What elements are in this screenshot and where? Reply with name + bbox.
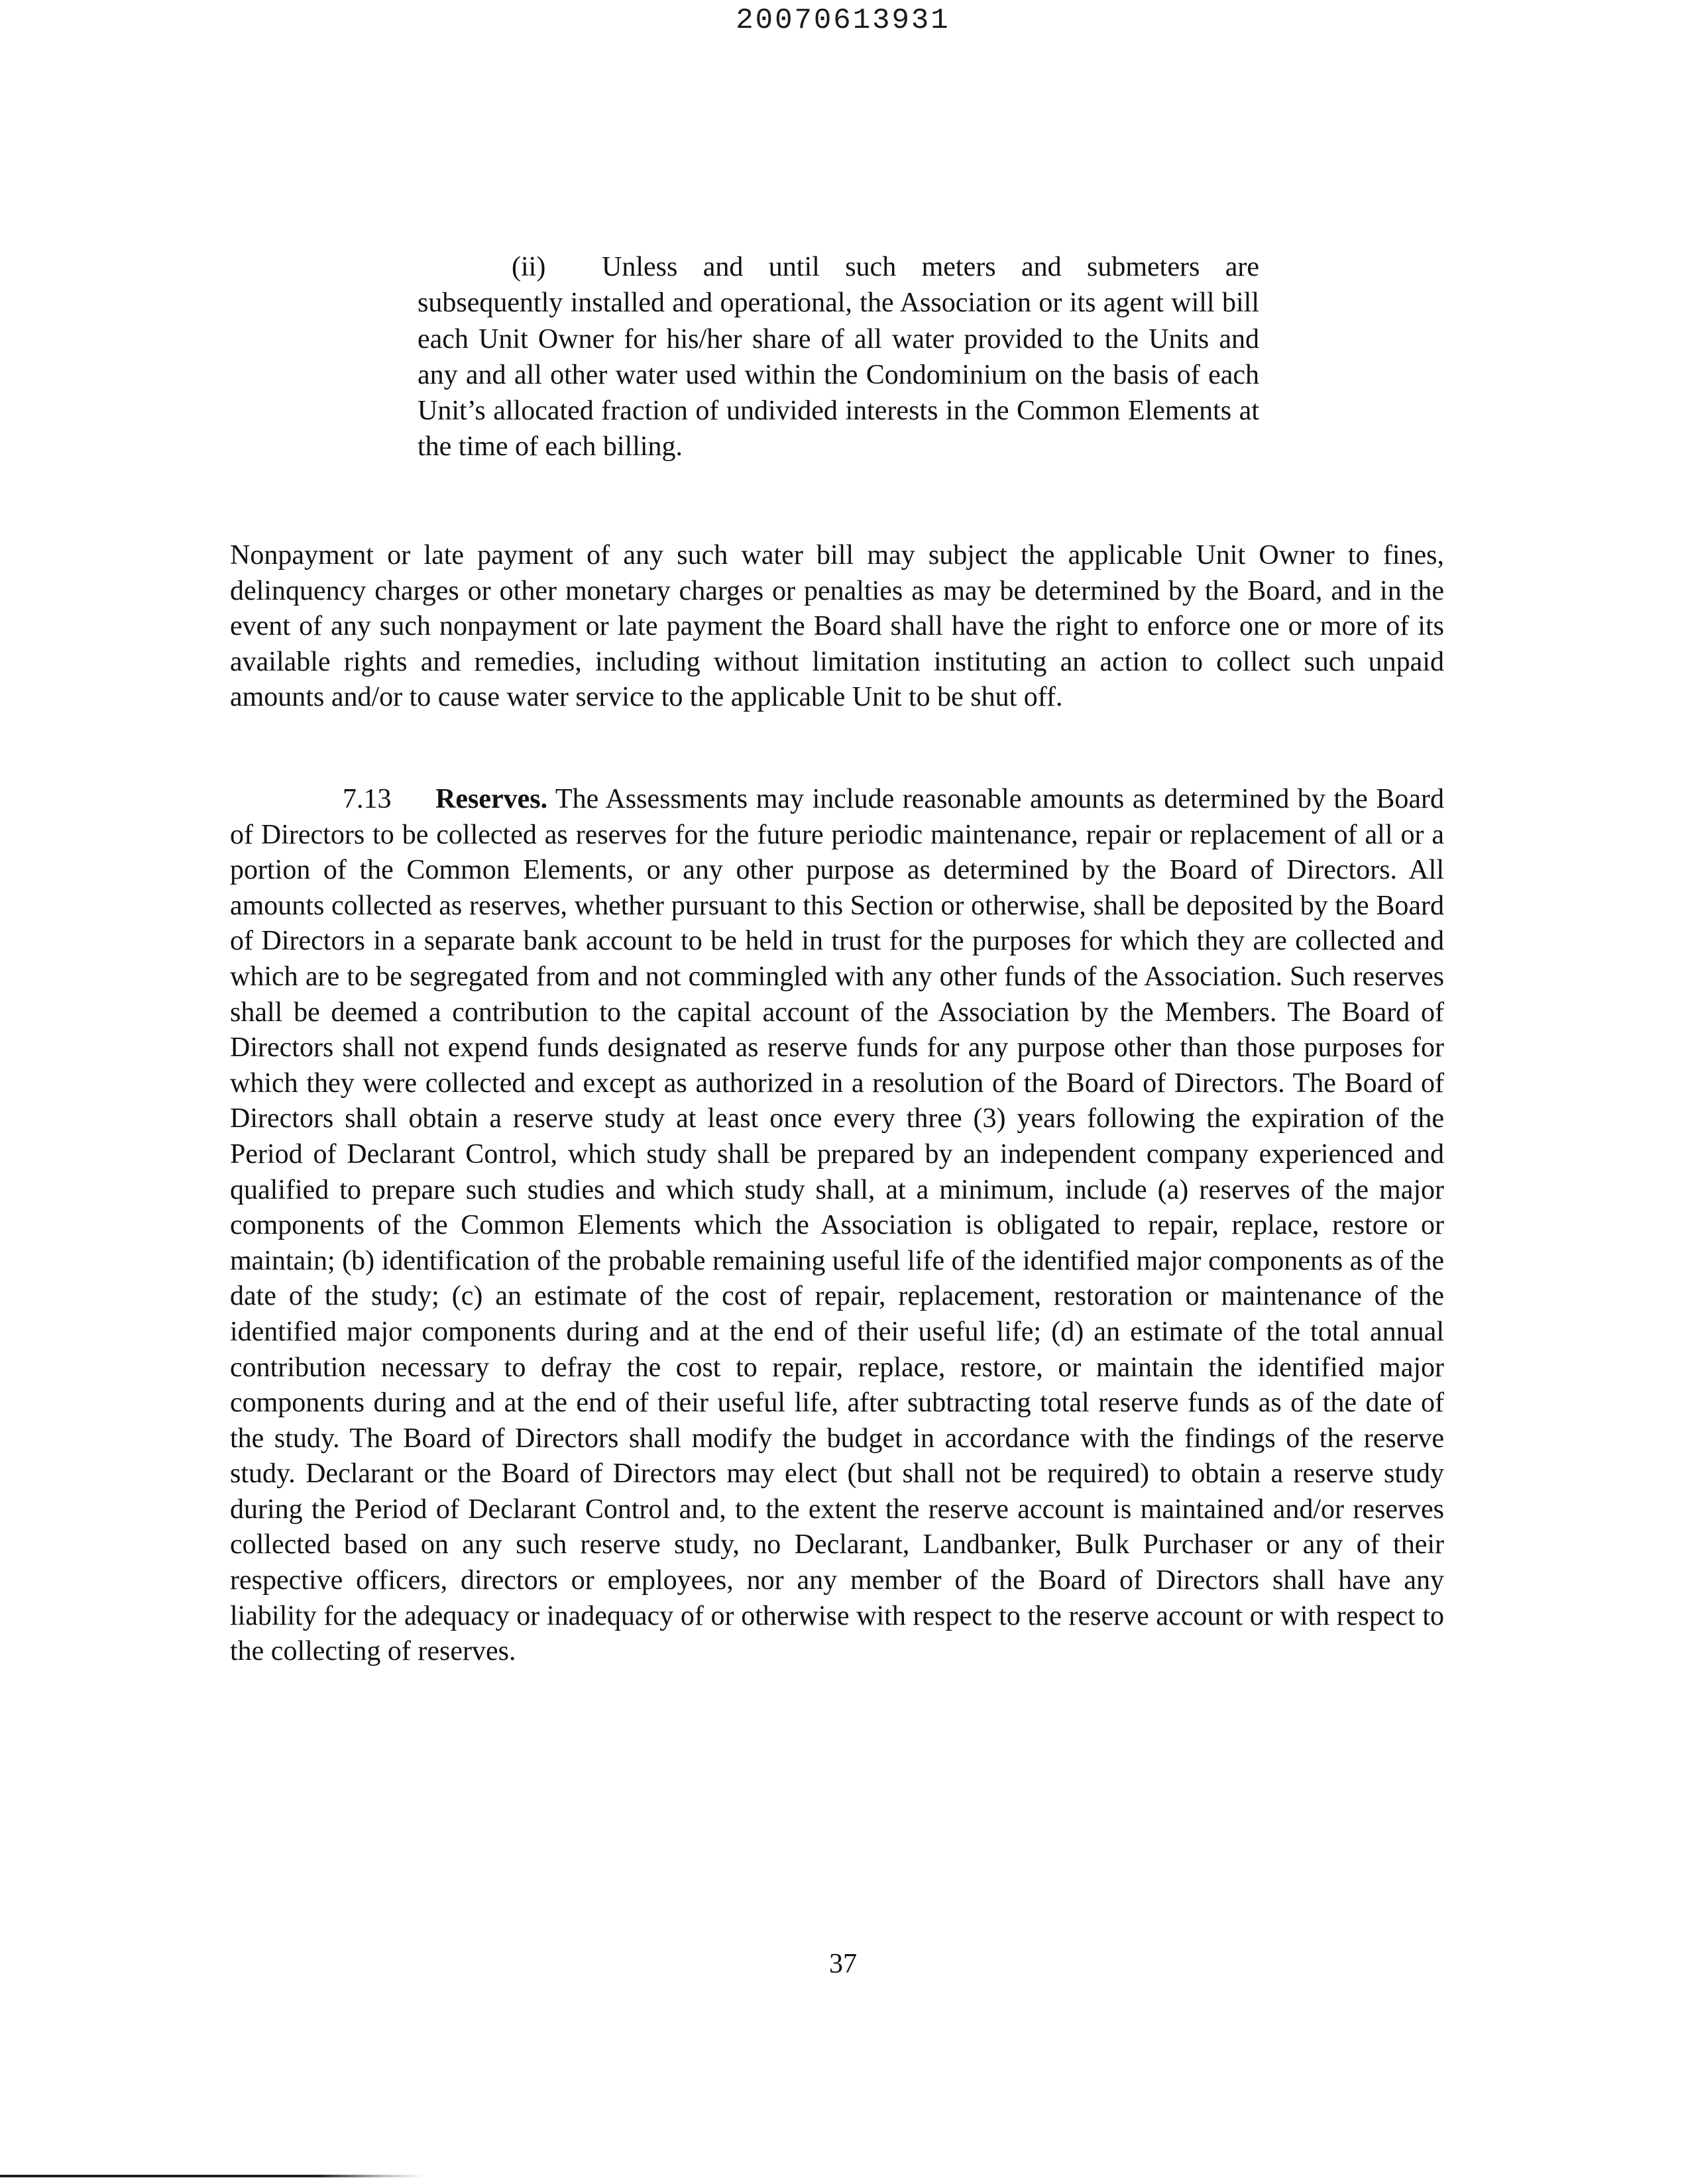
page-number: 37	[829, 1949, 857, 1979]
nonpayment-paragraph: Nonpayment or late payment of any such water bill may subject the applicable Unit Owner to fines, delinquency charges or other monetary charges or penalties as may be determined by the Board, and in the event of any such nonpayment or late payment the Board shall have the right to enforce one or more of its available rights and remedies, including without limitation instituting an action to collect such unpaid amounts and/or to cause water service to the applicable Unit to be shut off.	[230, 540, 1444, 713]
scan-edge-line	[0, 2175, 424, 2177]
document-number: 20070613931	[736, 4, 950, 37]
section-title: Reserves.	[435, 784, 548, 814]
section-body: The Assessments may include reasonable amounts as determined by the Board of Directors to be collected as reserves for the future periodic maintenance, repair or replacement of all or a portion of the Common Elements, or any other purpose as determined by the Board of Directors. All amounts collected as reserves, whether pursuant to this Section or otherwise, shall be deposited by the Board of Directors in a separate bank account to be held in trust for the purposes for which they are collected and which are to be segregated from and not commingled with any other funds of the Association. Such reserves shall be deemed a contribution to the capital account of the Association by the Members. The Board of Directors shall not expend funds designated as reserve funds for any purpose other than those purposes for which they were collected and except as authorized in a resolution of the Board of Directors. The Board of Directors shall obtain a reserve study at least once every three (3) years following the expiration of the Period of Declarant Control, which study shall be prepared by an independent company experienced and qualified to prepare such studies and which study shall, at a minimum, include (a) reserves of the major components of the Common Elements which the Association is obligated to repair, replace, restore or maintain; (b) identification of the probable remaining useful life of the identified major components as of the date of the study; (c) an estimate of the cost of repair, replacement, restoration or maintenance of the identified major components during and at the end of their useful life; (d) an estimate of the total annual contribution necessary to defray the cost to repair, replace, restore, or maintain the identified major components during and at the end of their useful life, after subtracting total reserve funds as of the date of the study. The Board of Directors shall modify the budget in accordance with the findings of the reserve study. Declarant or the Board of Directors may elect (but shall not be required) to obtain a reserve study during the Period of Declarant Control and, to the extent the reserve account is maintained and/or reserves collected based on any such reserve study, no Declarant, Landbanker, Bulk Purchaser or any of their respective officers, directors or employees, nor any member of the Board of Directors shall have any liability for the adequacy or inadequacy of or otherwise with respect to the reserve account or with respect to the collecting of reserves.	[230, 784, 1444, 1667]
section-7-13-reserves	[230, 782, 1444, 1670]
subsection-ii-label: (ii)	[512, 252, 546, 282]
subsection-ii	[418, 249, 1259, 465]
subsection-ii-text: Unless and until such meters and submeters are subsequently installed and operational, the Association or its agent will bill each Unit Owner for his/her share of all water provided to the Units and any and all other water used within the Condominium on the basis of each Unit’s allocated fraction of undivided interests in the Common Elements at the time of each billing.	[418, 252, 1259, 463]
section-number: 7.13	[343, 784, 392, 814]
